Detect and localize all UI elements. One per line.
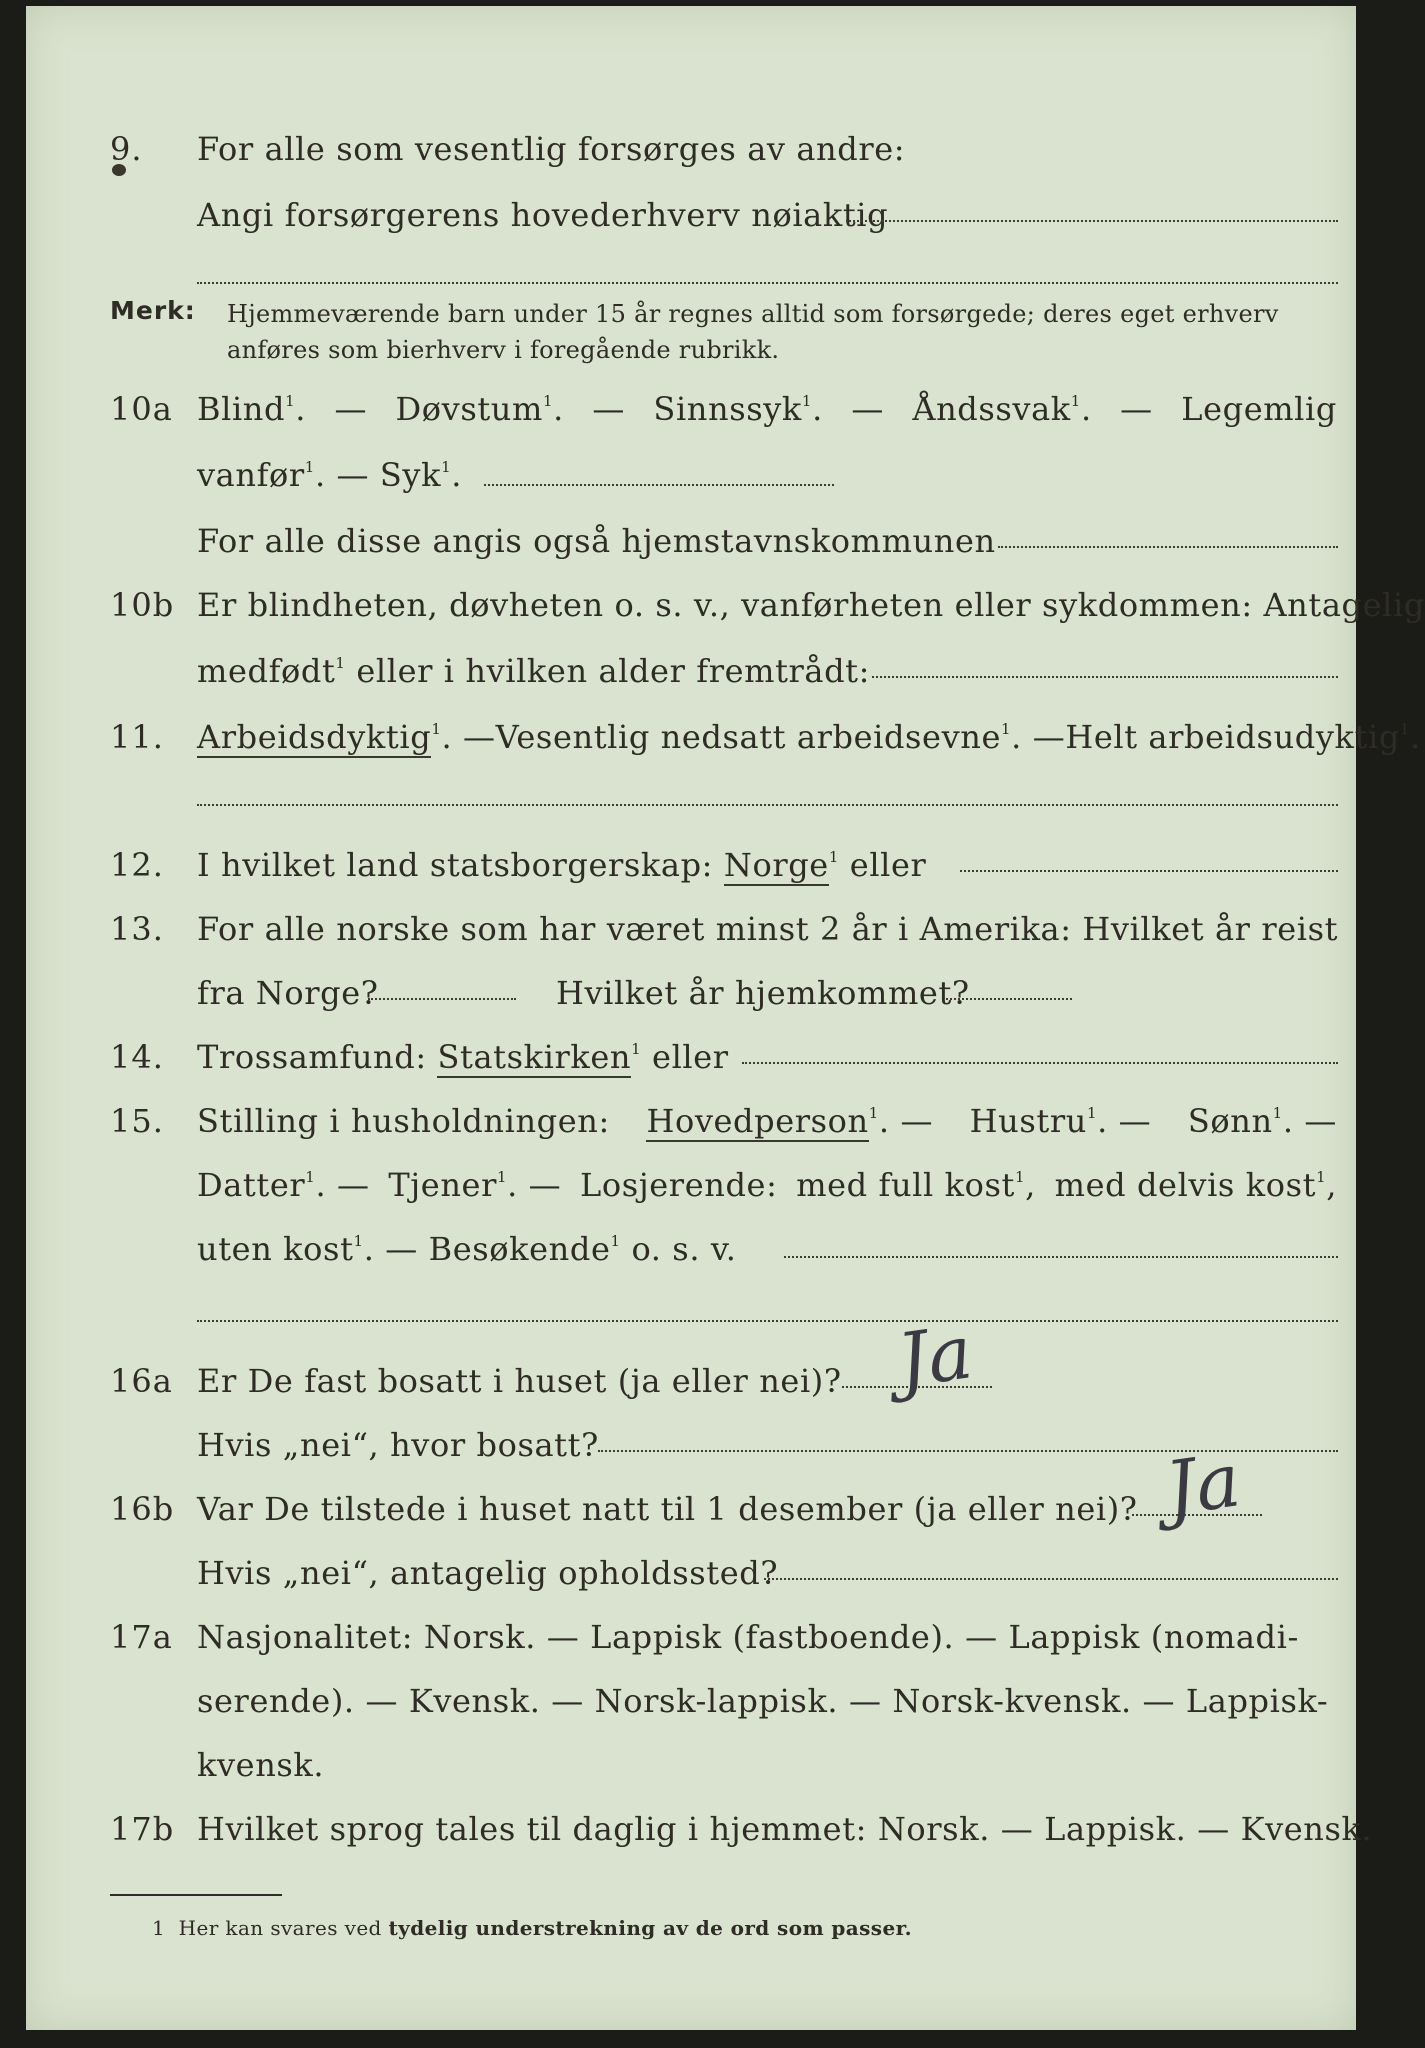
q15-line1: Stilling i husholdningen: Hovedperson$^1$. — Hustru$^1$. — Sønn$^1$. —: [197, 1102, 1337, 1140]
q10a-line1: Blind$^1$. — Døvstum$^1$. — Sinnssyk$^1$. — Åndssvak$^1$. — Legemlig: [197, 390, 1337, 428]
q17a-number: 17a: [110, 1618, 173, 1656]
option-uten: uten kost: [197, 1230, 354, 1268]
q16a-hvis: Hvis „nei“, hvor bosatt?: [197, 1426, 599, 1464]
option-datter: Datter: [197, 1166, 306, 1204]
q13-reist-line[interactable]: [368, 998, 516, 1000]
option-medfodt: medfødt: [197, 652, 336, 690]
q12-number: 12.: [110, 846, 164, 884]
q17a-line2: serende). — Kvensk. — Norsk-lappisk. — Norsk-kvensk. — Lappisk-: [197, 1682, 1329, 1720]
q12-line: I hvilket land statsborgerskap: Norge$^1$ eller: [197, 846, 927, 884]
q16b-opholdssted-line[interactable]: [764, 1578, 1338, 1580]
q9-answer-line-2[interactable]: [197, 282, 1338, 284]
option-statskirken: Statskirken: [437, 1038, 632, 1076]
option-dovstum: Døvstum$^1$.: [395, 390, 564, 428]
q9-line1: For alle som vesentlig forsørges av andre:: [197, 130, 906, 168]
option-helt: Helt arbeidsudyktig: [1065, 718, 1400, 756]
q9-number: 9.: [110, 130, 143, 168]
option-hustru: Hustru: [969, 1102, 1087, 1140]
q14-line: Trossamfund: Statskirken$^1$ eller: [197, 1038, 729, 1076]
option-syk: Syk$^1$.: [379, 456, 463, 494]
option-arbeidsdyktig: Arbeidsdyktig: [197, 718, 432, 756]
option-med-delvis: med delvis kost: [1054, 1166, 1317, 1204]
option-sonn: Sønn: [1187, 1102, 1273, 1140]
option-vanfor: vanfør$^1$.: [197, 456, 326, 494]
q16b-hvis: Hvis „nei“, antagelig opholdssted?: [197, 1554, 779, 1592]
option-tjener: Tjener: [388, 1166, 497, 1204]
q17a-line1: Nasjonalitet: Norsk. — Lappisk (fastboende). — Lappisk (nomadi-: [197, 1618, 1299, 1656]
q9-answer-line[interactable]: [846, 220, 1338, 222]
option-hovedperson: Hovedperson: [646, 1102, 869, 1140]
q11-line: Arbeidsdyktig$^1$. —Vesentlig nedsatt arbeidsevne$^1$. —Helt arbeidsudyktig$^1$.: [197, 718, 1421, 756]
q15-number: 15.: [110, 1102, 164, 1140]
option-besokende: Besøkende: [428, 1230, 611, 1268]
q14-number: 14.: [110, 1038, 164, 1076]
q16b-handwritten-answer: Ja: [1160, 1437, 1246, 1533]
option-legemlig: Legemlig: [1181, 390, 1337, 428]
q10a-number: 10a: [110, 390, 173, 428]
q15-answer-line[interactable]: [197, 1320, 1338, 1322]
q12-country-line[interactable]: [960, 870, 1338, 872]
q17a-line3: kvensk.: [197, 1746, 325, 1784]
q15-line3: uten kost$^1$. — Besøkende$^1$ o. s. v.: [197, 1230, 737, 1268]
q10b-number: 10b: [110, 586, 175, 624]
q13-line1: For alle norske som har været minst 2 år i Amerika: Hvilket år reist: [197, 910, 1339, 948]
q13-number: 13.: [110, 910, 164, 948]
q15-osv-line[interactable]: [784, 1256, 1338, 1258]
q10a-line2: vanfør$^1$. — Syk$^1$.: [197, 456, 463, 494]
q17b-line: Hvilket sprog tales til daglig i hjemmet: Norsk. — Lappisk. — Kvensk.: [197, 1810, 1373, 1848]
footnote-rule: [110, 1894, 282, 1896]
q10b-alder-line[interactable]: [872, 676, 1338, 678]
q10a-syk-line[interactable]: [484, 484, 834, 486]
merk-text: Hjemmeværende barn under 15 år regnes alltid som forsørgede; deres eget erhverv anføres som bierhverv i foregående rubrikk.: [227, 300, 1279, 364]
option-norge: Norge: [723, 846, 829, 884]
merk-label: Merk:: [110, 296, 196, 325]
option-sinnssyk: Sinnssyk$^1$.: [653, 390, 823, 428]
census-form-page: [26, 6, 1425, 2030]
q9-line2: Angi forsørgerens hovederhverv nøiaktig: [197, 196, 889, 234]
q11-number: 11.: [110, 718, 164, 756]
q16a-number: 16a: [110, 1362, 173, 1400]
q13-hjem-line[interactable]: [946, 998, 1072, 1000]
q10b-line1: Er blindheten, døvheten o. s. v., vanførheten eller sykdommen: Antagelig: [197, 586, 1425, 624]
footnote-mark: 1: [152, 1916, 166, 1940]
q10a-kommune-line[interactable]: [998, 546, 1338, 548]
option-andssvak: Åndssvak$^1$.: [912, 390, 1092, 428]
q11-answer-line[interactable]: [197, 804, 1338, 806]
q16b-number: 16b: [110, 1490, 175, 1528]
q10b-line2: medfødt$^1$ eller i hvilken alder fremtrådt:: [197, 652, 871, 690]
q14-trossamfund-line[interactable]: [742, 1062, 1338, 1064]
q13-fra-label: fra Norge?: [197, 974, 379, 1012]
option-med-full: med full kost: [796, 1166, 1015, 1204]
q16b-question: Var De tilstede i huset natt til 1 desember (ja eller nei)?: [197, 1490, 1138, 1528]
q13-hjem-label: Hvilket år hjemkommet?: [556, 974, 970, 1012]
q10a-line3: For alle disse angis også hjemstavnskommunen: [197, 522, 996, 560]
option-blind: Blind$^1$.: [197, 390, 307, 428]
q16a-question: Er De fast bosatt i huset (ja eller nei)?: [197, 1362, 842, 1400]
q15-line2: Datter$^1$. — Tjener$^1$. — Losjerende: med full kost$^1$, med delvis kost$^1$,: [197, 1166, 1337, 1204]
option-vesentlig: Vesentlig nedsatt arbeidsevne: [495, 718, 1002, 756]
q16a-handwritten-answer: Ja: [892, 1309, 978, 1405]
q17b-number: 17b: [110, 1810, 175, 1848]
footnote: 1 Her kan svares ved tydelig understrekning av de ord som passer.: [152, 1916, 913, 1940]
